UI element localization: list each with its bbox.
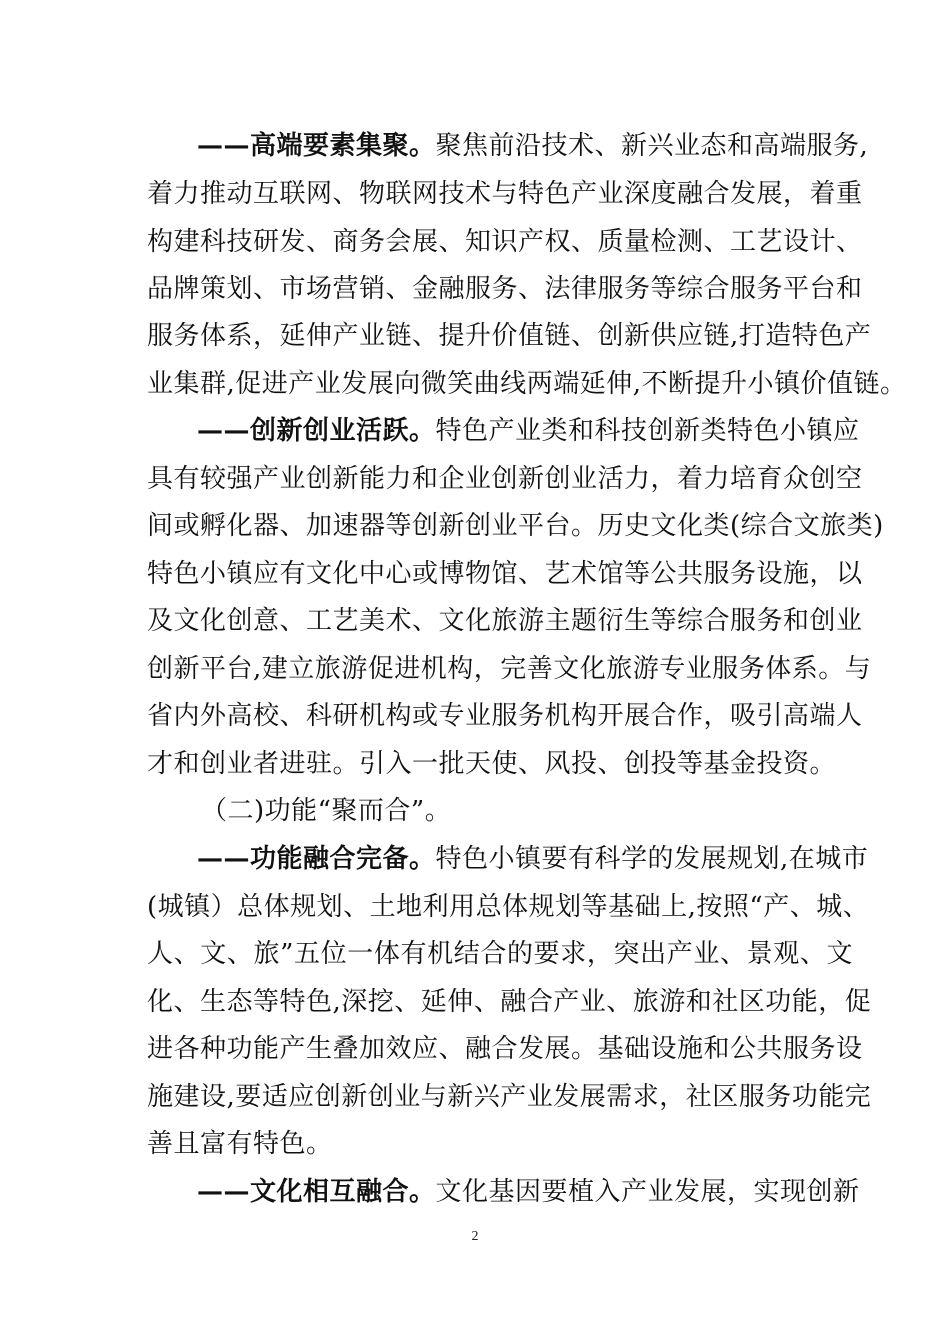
paragraph-2-line-6: 创新平台,建立旅游促进机构，完善文化旅游专业服务体系。与	[147, 654, 872, 684]
paragraph-1-line-1	[197, 128, 869, 164]
paragraph-3-text: 特色小镇要有科学的发展规划,在城市	[435, 844, 869, 874]
paragraph-2-line-5: 及文化创意、工艺美术、文化旅游主题衍生等综合服务和创业	[147, 606, 863, 636]
section-heading: （二)功能“聚而合”。	[201, 796, 452, 826]
paragraph-3-line-4: 化、生态等特色,深挖、延伸、融合产业、旅游和社区功能，促	[147, 987, 872, 1017]
paragraph-1-text: 聚焦前沿技术、新兴业态和高端服务,	[435, 131, 869, 161]
paragraph-3-line-5: 进各种功能产生叠加效应、融合发展。基础设施和公共服务设	[147, 1034, 863, 1064]
paragraph-3-line-7: 善且富有特色。	[147, 1129, 333, 1159]
paragraph-2-text: 特色产业类和科技创新类特色小镇应	[435, 416, 860, 446]
page-number: 2	[471, 1229, 479, 1244]
paragraph-3-line-1	[197, 841, 869, 877]
paragraph-1-line-2: 着力推动互联网、物联网技术与特色产业深度融合发展，着重	[147, 179, 863, 209]
paragraph-3-line-2: (城镇）总体规划、土地利用总体规划等基础上,按照“产、城、	[147, 892, 870, 922]
paragraph-3-line-3: 人、文、旅”五位一体有机结合的要求，突出产业、景观、文	[147, 939, 853, 969]
paragraph-2-line-1	[197, 413, 860, 449]
paragraph-3-heading: ——功能融合完备。	[197, 844, 436, 874]
paragraph-3-line-6: 施建设,要适应创新创业与新兴产业发展需求，社区服务功能完	[147, 1082, 872, 1112]
paragraph-2-heading: ——创新创业活跃。	[197, 416, 436, 446]
paragraph-4-text: 文化基因要植入产业发展，实现创新	[435, 1177, 860, 1207]
paragraph-4-line-1	[197, 1174, 860, 1210]
paragraph-2-line-2: 具有较强产业创新能力和企业创新创业活力，着力培育众创空	[147, 464, 863, 494]
paragraph-2-line-4: 特色小镇应有文化中心或博物馆、艺术馆等公共服务设施，以	[147, 559, 863, 589]
paragraph-1-line-6: 业集群,促进产业发展向微笑曲线两端延伸,不断提升小镇价值链。	[147, 369, 907, 399]
paragraph-4-heading: ——文化相互融合。	[197, 1177, 436, 1207]
paragraph-1-heading: ——高端要素集聚。	[197, 131, 436, 161]
paragraph-1-line-5: 服务体系，延伸产业链、提升价值链、创新供应链,打造特色产	[147, 321, 872, 351]
paragraph-2-line-3: 间或孵化器、加速器等创新创业平台。历史文化类(综合文旅类)	[147, 511, 884, 541]
paragraph-2-line-7: 省内外高校、科研机构或专业服务机构开展合作，吸引高端人	[147, 701, 863, 731]
paragraph-1-line-3: 构建科技研发、商务会展、知识产权、质量检测、工艺设计、	[147, 227, 863, 257]
paragraph-1-line-4: 品牌策划、市场营销、金融服务、法律服务等综合服务平台和	[147, 274, 863, 304]
paragraph-2-line-8: 才和创业者进驻。引入一批天使、风投、创投等基金投资。	[147, 749, 837, 779]
